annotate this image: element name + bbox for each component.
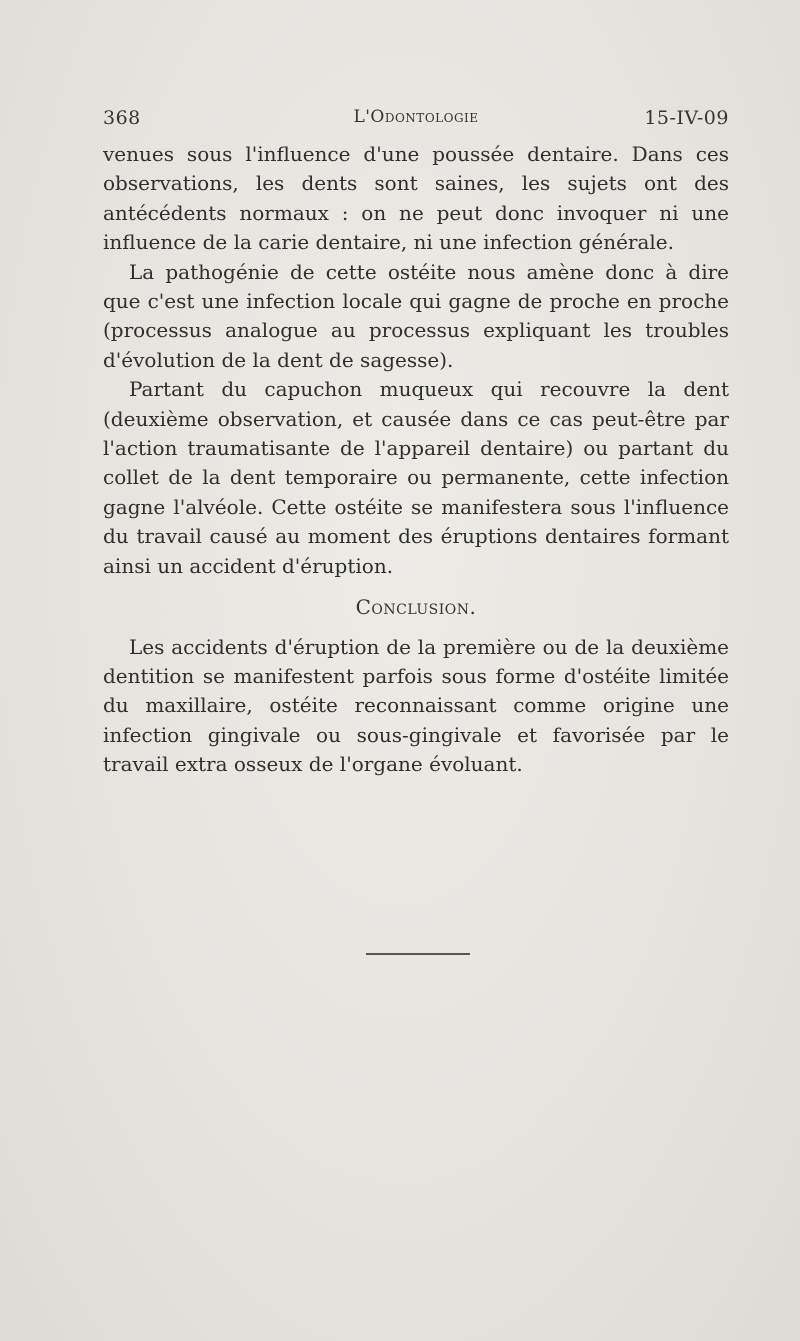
page-number: 368 — [103, 107, 141, 129]
conclusion-heading: Conclusion. — [355, 595, 477, 620]
conclusion-section — [103, 633, 729, 780]
end-rule — [366, 953, 470, 955]
running-title: L'Odontologie — [353, 107, 479, 127]
body-text — [103, 140, 729, 780]
page-header — [103, 107, 729, 135]
paragraph-2: La pathogénie de cette ostéite nous amène donc à dire que c'est une infection locale qui gagne de proche en proche (processus analogue au processus expliquant les troubles d'évolution de la dent de sagesse). — [103, 259, 729, 372]
paragraph-3: Partant du capuchon muqueux qui recouvre la dent (deuxième observation, et causée dans ce cas peut-être par l'action traumatisante de l'appareil dentaire) ou partant du collet de la dent temporaire ou permanente, cette infection gagne l'alvéole. Cette ostéite se manifestera sous l'influence du travail causé au moment des éruptions dentaires formant ainsi un accident d'éruption. — [103, 377, 729, 578]
issue-date: 15-IV-09 — [644, 107, 729, 129]
conclusion-paragraph: Les accidents d'éruption de la première ou de la deuxième dentition se manifestent parfois sous forme d'ostéite limitée du maxillaire, ostéite reconnaissant comme origine une infection gingivale ou sous-gingivale et favorisée par le travail extra osseux de l'organe évoluant. — [103, 634, 729, 777]
paragraph-1: venues sous l'influence d'une poussée dentaire. Dans ces observations, les dents sont saines, les sujets ont des antécédents normaux : on ne peut donc invoquer ni une influence de la carie dentaire, ni une infection générale. — [103, 142, 729, 255]
